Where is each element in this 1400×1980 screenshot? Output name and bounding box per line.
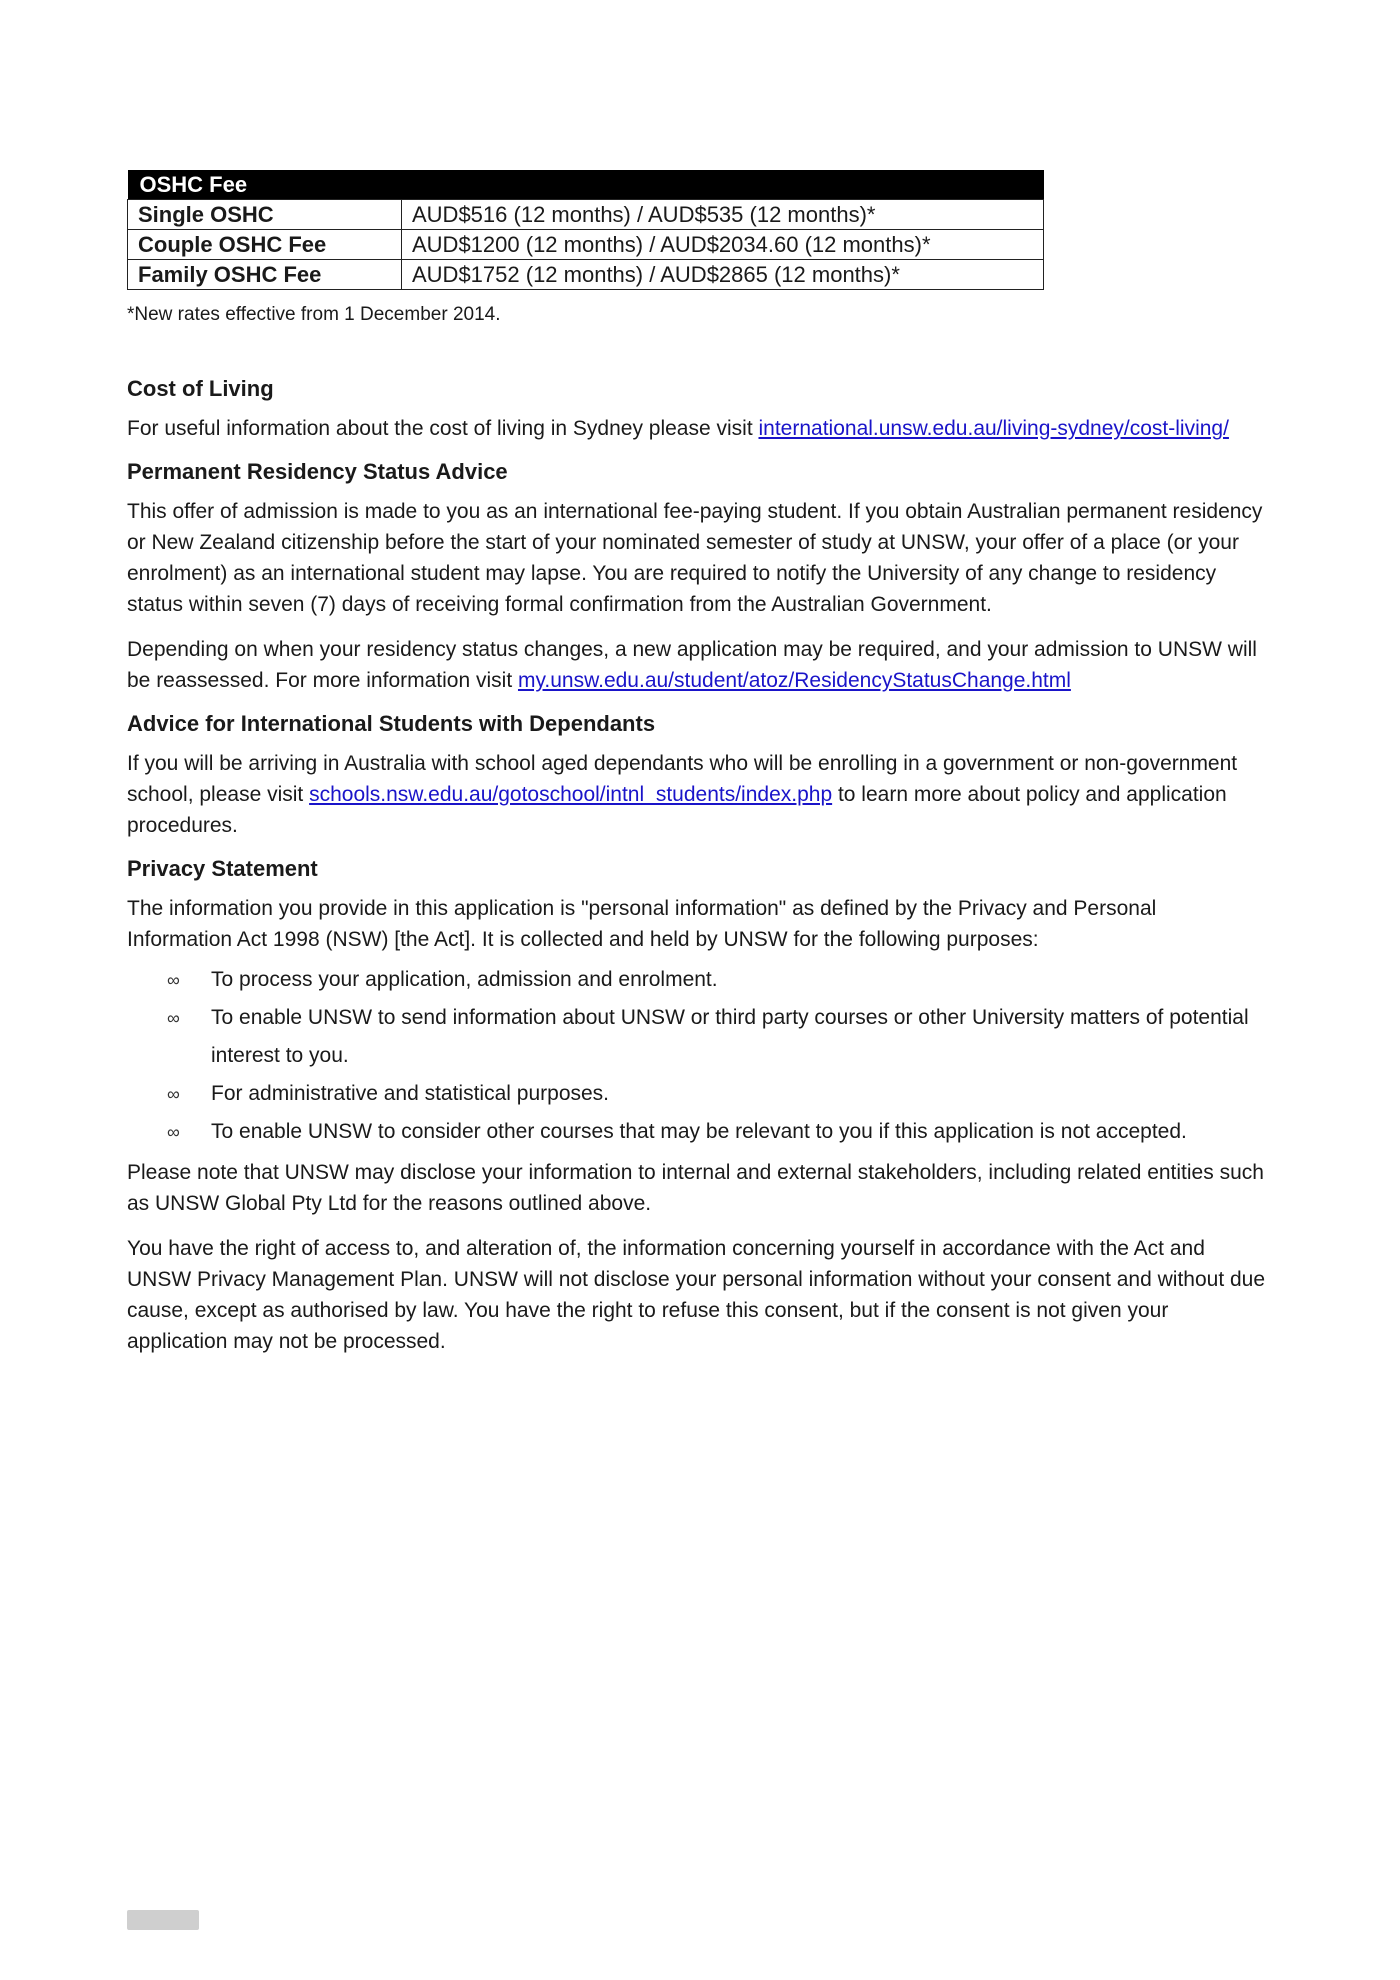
privacy-purposes-list [127, 961, 1267, 1151]
fee-row-label: Single OSHC [128, 200, 402, 230]
list-item: ∞ To process your application, admission and enrolment. [127, 961, 1267, 999]
list-item: ∞ To enable UNSW to consider other courses that may be relevant to you if this application is not accepted. [127, 1113, 1267, 1151]
list-item: ∞ For administrative and statistical purposes. [127, 1075, 1267, 1113]
fee-row-label: Couple OSHC Fee [128, 230, 402, 260]
table-row [128, 200, 1044, 230]
fee-footnote: *New rates effective from 1 December 2014. [127, 304, 501, 325]
bullet-icon: ∞ [167, 1008, 180, 1028]
privacy-rights-paragraph: You have the right of access to, and alteration of, the information concerning yourself in accordance with the Act and UNSW Privacy Management Plan. UNSW will not disclose your personal information without your consent and without due cause, except as authorised by law. You have the right to refuse this consent, but if the consent is not given your application may not be processed. [127, 1237, 1266, 1353]
bullet-icon: ∞ [167, 1122, 180, 1142]
table-row [128, 230, 1044, 260]
residency-change-paragraph: Depending on when your residency status changes, a new application may be required, and your admission to UNSW will be reassessed. For more information visit my.unsw.edu.au/student/atoz/ResidencyStatusChange.html [127, 638, 1257, 692]
fee-row-value: AUD$1752 (12 months) / AUD$2865 (12 months)* [402, 260, 1044, 290]
dependants-heading: Advice for International Students with Dependants [127, 711, 656, 736]
cost-of-living-link[interactable]: international.unsw.edu.au/living-sydney/cost-living/ [758, 417, 1229, 440]
fee-row-value: AUD$1200 (12 months) / AUD$2034.60 (12 months)* [402, 230, 1044, 260]
document-page [127, 170, 1267, 1357]
list-item: ∞ To enable UNSW to send information about UNSW or third party courses or other University matters of potential interest to you. [127, 999, 1267, 1075]
residency-heading: Permanent Residency Status Advice [127, 459, 508, 484]
schools-link[interactable]: schools.nsw.edu.au/gotoschool/intnl_students/index.php [309, 783, 833, 806]
privacy-disclose-paragraph: Please note that UNSW may disclose your information to internal and external stakeholders, including related entities such as UNSW Global Pty Ltd for the reasons outlined above. [127, 1161, 1264, 1215]
page-number-redacted [127, 1910, 199, 1930]
fee-row-label: Family OSHC Fee [128, 260, 402, 290]
residency-paragraph: This offer of admission is made to you as an international fee-paying student. If you obtain Australian permanent residency or New Zealand citizenship before the start of your nominated semester of study at UNSW, your offer of a place (or your enrolment) as an international student may lapse. You are required to notify the University of any change to residency status within seven (7) days of receiving formal confirmation from the Australian Government. [127, 500, 1263, 616]
cost-of-living-text: For useful information about the cost of living in Sydney please visit international.unsw.edu.au/living-sydney/cost-living/ [127, 417, 1229, 440]
dependants-paragraph: If you will be arriving in Australia with school aged dependants who will be enrolling in a government or non-government school, please visit schools.nsw.edu.au/gotoschool/intnl_students/index.php to learn more about policy and application procedures. [127, 752, 1238, 837]
cost-of-living-heading: Cost of Living [127, 376, 274, 401]
table-row [128, 260, 1044, 290]
residency-change-link[interactable]: my.unsw.edu.au/student/atoz/ResidencyStatusChange.html [517, 669, 1071, 692]
privacy-heading: Privacy Statement [127, 856, 318, 881]
privacy-intro: The information you provide in this application is "personal information" as defined by the Privacy and Personal Information Act 1998 (NSW) [the Act]. It is collected and held by UNSW for the following purposes: [127, 897, 1157, 951]
bullet-icon: ∞ [167, 1084, 180, 1104]
fee-row-value: AUD$516 (12 months) / AUD$535 (12 months)* [402, 200, 1044, 230]
oshc-fee-table [127, 170, 1044, 290]
bullet-icon: ∞ [167, 970, 180, 990]
fee-table-header: OSHC Fee [128, 170, 1044, 200]
